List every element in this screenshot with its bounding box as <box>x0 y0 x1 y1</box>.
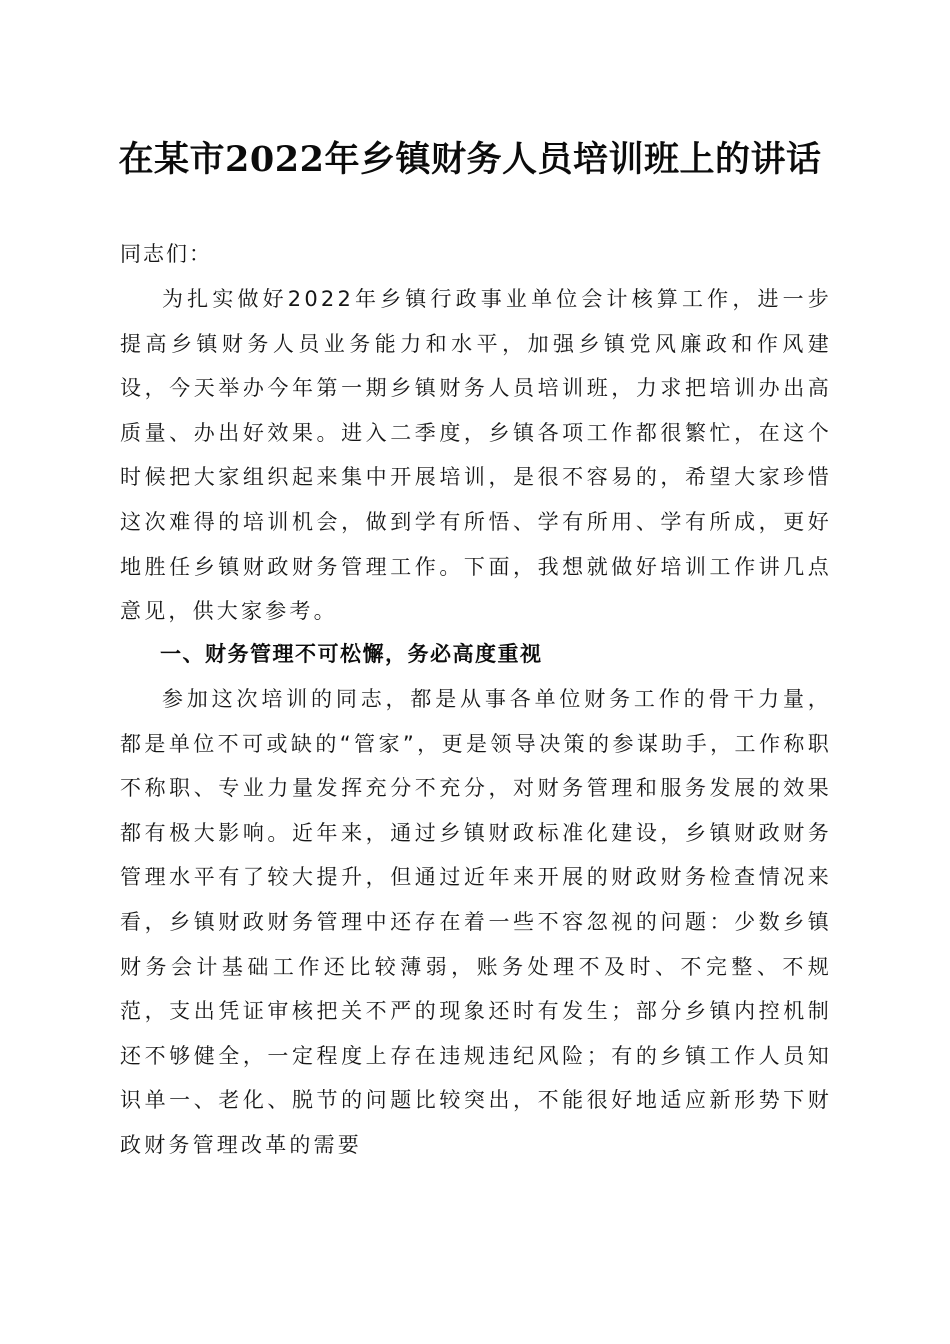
paragraph-section-1: 参加这次培训的同志，都是从事各单位财务工作的骨干力量，都是单位不可或缺的“管家”，更是领导决策的参谋助手，工作称职不称职、专业力量发挥充分不充分，对财务管理和服务发展的效果都有极大影响。近年来，通过乡镇财政标准化建设，乡镇财政财务管理水平有了较大提升，但通过近年来开展的财政财务检查情况来看，乡镇财政财务管理中还存在着一些不容忽视的问题：少数乡镇财务会计基础工作还比较薄弱，账务处理不及时、不完整、不规范，支出凭证审核把关不严的现象还时有发生；部分乡镇内控机制还不够健全，一定程度上存在违规违纪风险；有的乡镇工作人员知识单一、老化、脱节的问题比较突出，不能很好地适应新形势下财政财务管理改革的需要 <box>120 687 832 1157</box>
section-heading-1: 一、财务管理不可松懈，务必高度重视 <box>160 642 543 666</box>
section-1-block <box>120 677 832 1168</box>
paragraph-intro: 为扎实做好2022年乡镇行政事业单位会计核算工作，进一步提高乡镇财务人员业务能力和水平，加强乡镇党风廉政和作风建设，今天举办今年第一期乡镇财务人员培训班，力求把培训办出高质量、办出好效果。进入二季度，乡镇各项工作都很繁忙，在这个时候把大家组织起来集中开展培训，是很不容易的，希望大家珍惜这次难得的培训机会，做到学有所悟、学有所用、学有所成，更好地胜任乡镇财政财务管理工作。下面，我想就做好培训工作讲几点意见，供大家参考。 <box>120 287 832 624</box>
salutation: 同志们： <box>120 242 212 266</box>
intro-block <box>120 277 832 634</box>
document-title: 在某市2022年乡镇财务人员培训班上的讲话 <box>118 139 822 180</box>
